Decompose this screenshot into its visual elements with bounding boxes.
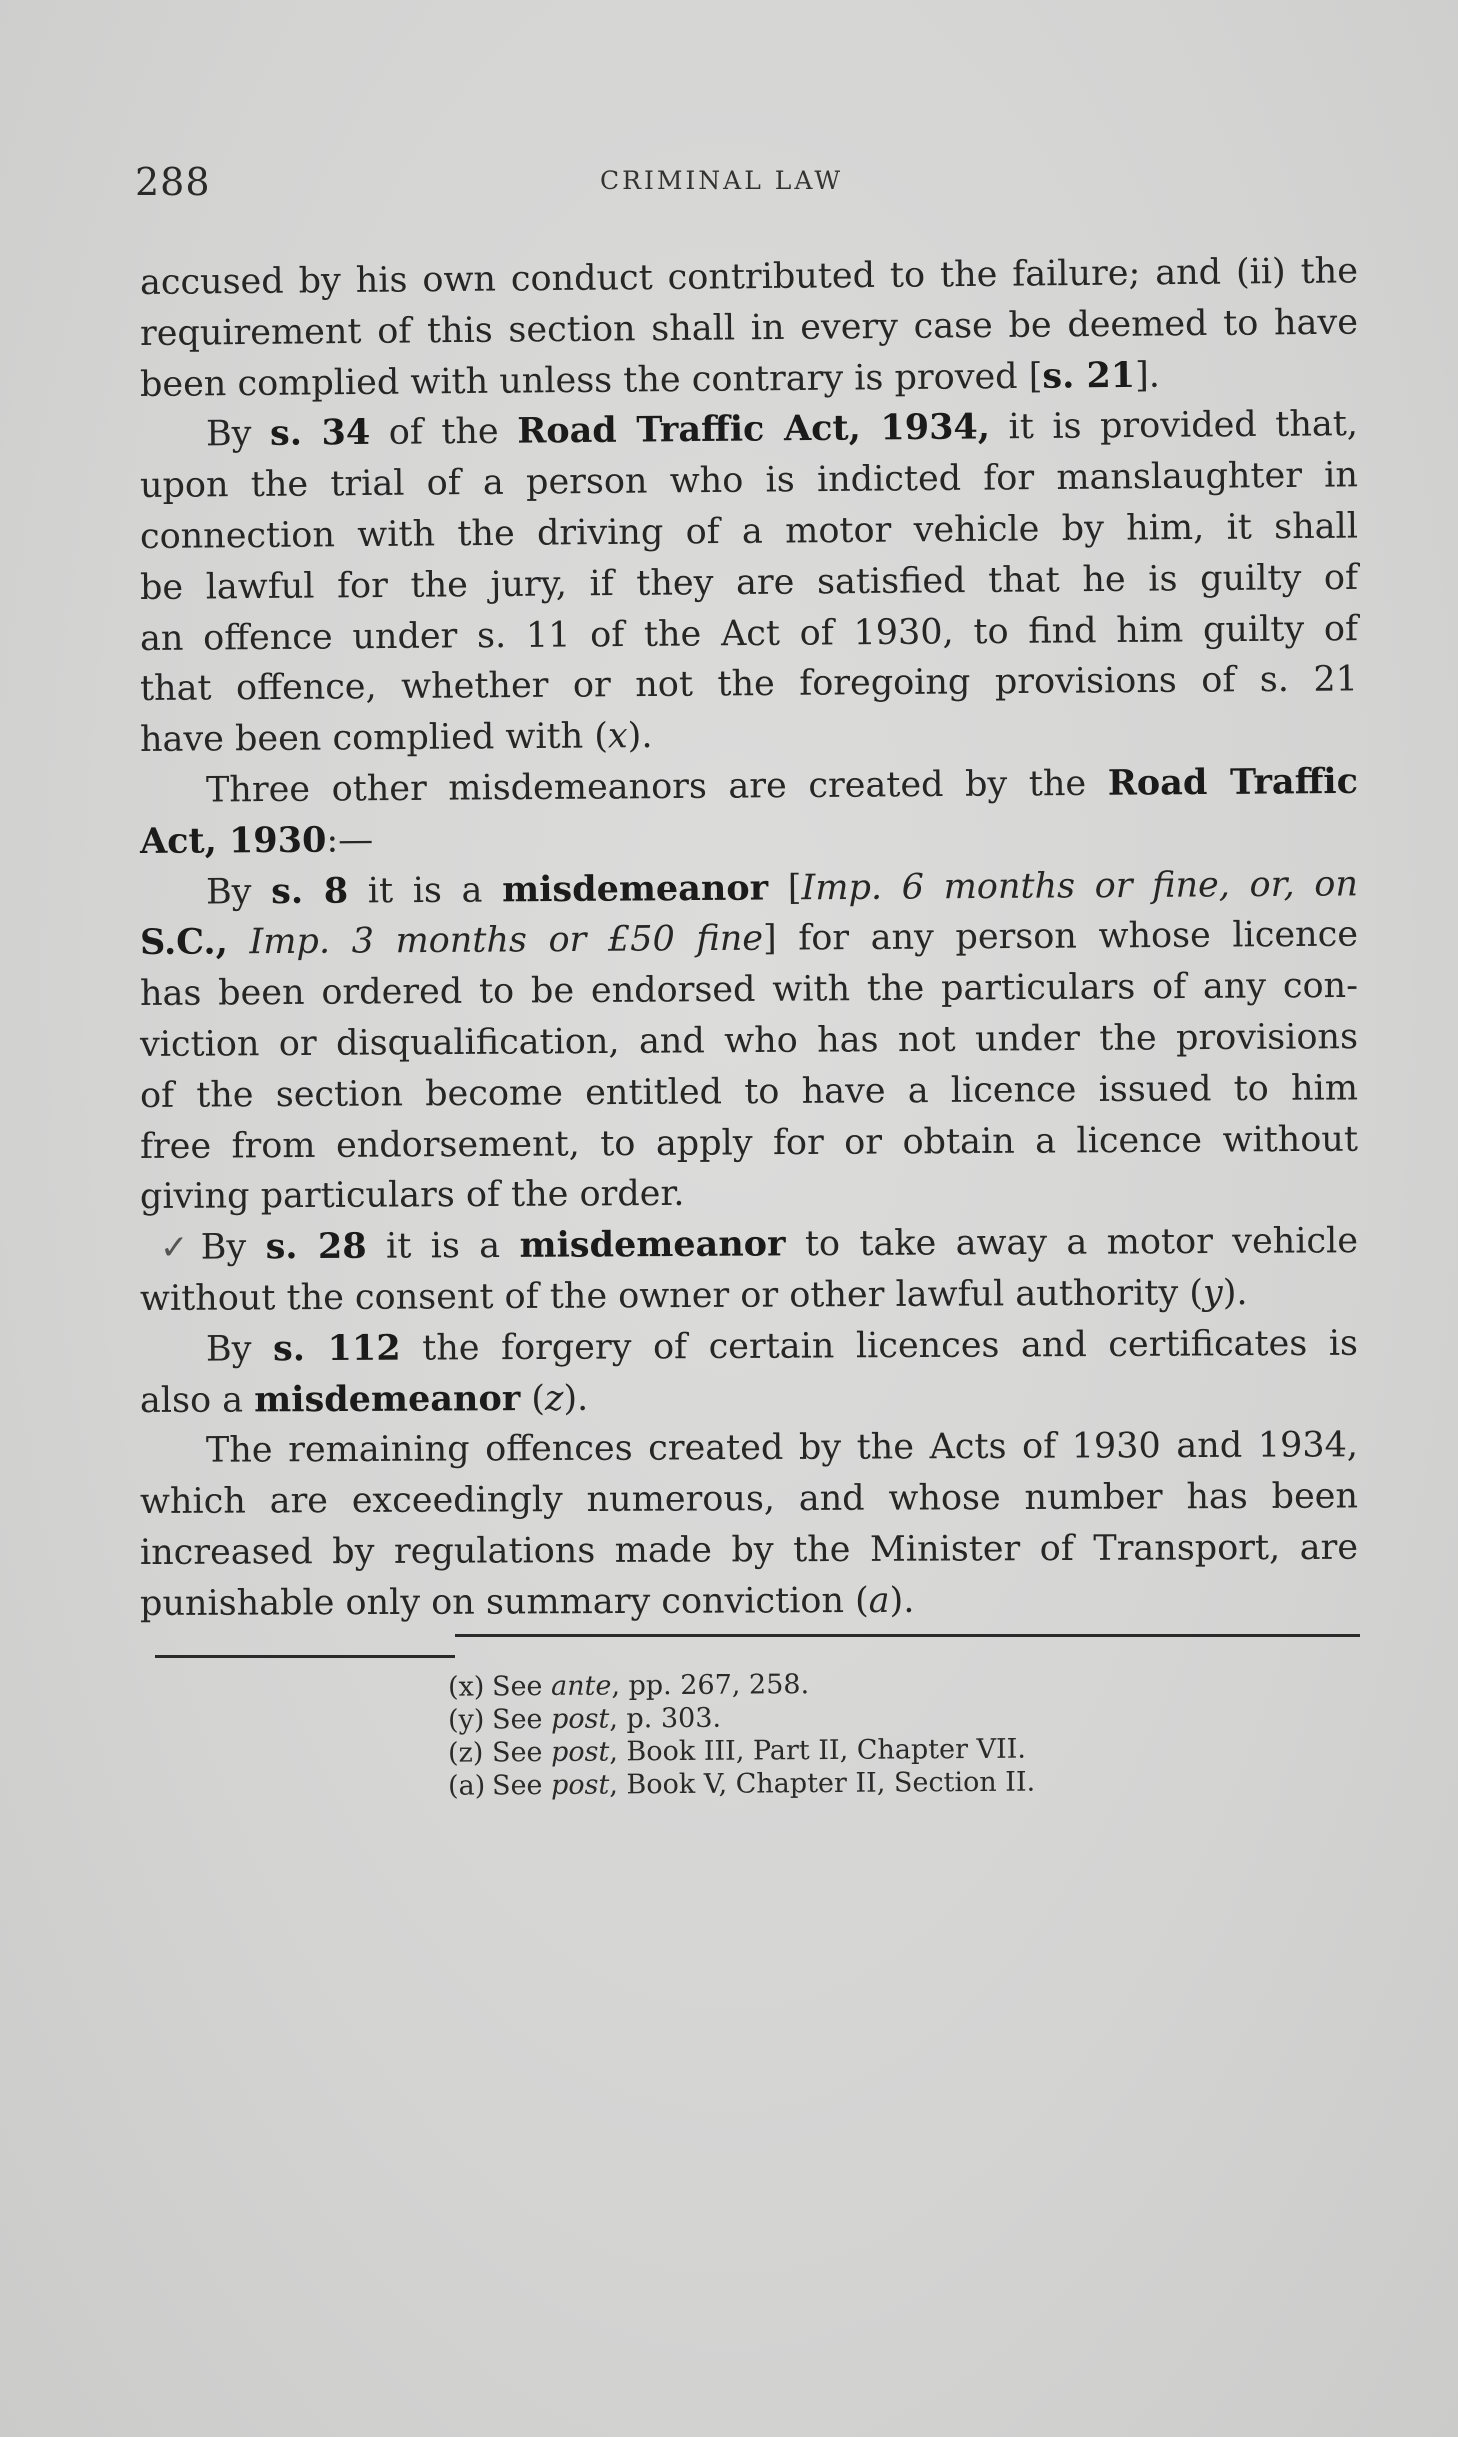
text-line [140, 1216, 1358, 1274]
text-run: have been complied with ( [139, 716, 609, 761]
running-head: CRIMINAL LAW [600, 166, 844, 195]
bold-text: misdemeanor [519, 1223, 786, 1267]
text-run: :— [326, 820, 374, 861]
text-run: , p. 303. [609, 1702, 722, 1735]
text-line [140, 1165, 1358, 1223]
text-run: , pp. 267, 258. [611, 1669, 810, 1702]
italic-text: ante [550, 1670, 612, 1702]
check-mark-icon: ✓ [159, 1227, 197, 1269]
text-line [140, 859, 1358, 918]
text-run: it is a [348, 869, 503, 912]
footnote [448, 1698, 1208, 1736]
bold-text: misdemeanor [501, 867, 769, 910]
text-run: been complied with unless the contrary is proved [ [139, 356, 1043, 405]
text-run: ). [563, 1378, 589, 1419]
text-line [140, 757, 1358, 817]
text-run: accused by his own conduct contributed to the failure; and (ii) the [139, 251, 1359, 303]
text-line [140, 808, 1358, 868]
text-run: that offence, whether or not the foregoing provisions of s. 21 [139, 659, 1359, 710]
bold-text: misdemeanor [254, 1377, 521, 1420]
footnote-mark: (x) [447, 1671, 485, 1703]
page-number: 288 [135, 160, 211, 204]
text-line [140, 553, 1358, 614]
text-line [140, 1063, 1358, 1121]
text-run: ( [520, 1378, 546, 1419]
text-run: Three other misdemeanors are created by the [205, 763, 1108, 811]
text-run: viction or disqualification, and who has not under the provisions [139, 1017, 1359, 1065]
text-run: ). [1222, 1272, 1248, 1314]
text-line [140, 1012, 1358, 1071]
text-run: of the section become entitled to have a licence issued to him [139, 1068, 1359, 1116]
footnotes [448, 1668, 1208, 1800]
bold-text: Act, 1930 [139, 819, 327, 862]
text-run: The remaining offences created by the Acts of 1930 and 1934, [205, 1425, 1359, 1472]
text-line [140, 910, 1358, 969]
footnote-mark: (a) [447, 1770, 486, 1802]
text-run: of the [370, 412, 518, 454]
text-run: By [200, 1227, 266, 1268]
text-run: upon the trial of a person who is indicted for manslaughter in [139, 455, 1359, 507]
footnote [448, 1764, 1208, 1802]
text-run: has been ordered to be endorsed with the particulars of any con- [139, 966, 1359, 1015]
italic-text: y [1202, 1273, 1223, 1314]
text-run: the forgery of certain licences and certificates is [400, 1323, 1359, 1369]
bold-text: Road Traffic Act, 1934, [517, 406, 991, 453]
italic-text: Imp. 3 months or £50 fine [249, 919, 764, 963]
text-run: ). [889, 1580, 915, 1621]
text-run [228, 923, 250, 963]
footnote [448, 1665, 1208, 1703]
text-run: See [491, 1670, 552, 1703]
bold-text: S.C., [139, 921, 228, 964]
text-line [140, 961, 1358, 1020]
text-run: By [205, 1329, 274, 1370]
text-run: By [205, 871, 272, 913]
text-run: By [205, 414, 271, 455]
text-run: See [491, 1769, 552, 1802]
italic-text: z [544, 1378, 564, 1419]
text-run: [ [767, 867, 802, 909]
bold-text: s. 28 [265, 1225, 367, 1268]
italic-text: post [550, 1703, 610, 1735]
footnote-mark: (y) [447, 1704, 485, 1736]
text-run: without the consent of the owner or other lawful authority ( [139, 1273, 1204, 1319]
footnote-rule [455, 1634, 1360, 1637]
bold-text: s. 21 [1042, 354, 1136, 397]
footnote-mark: (z) [447, 1737, 484, 1769]
bold-text: s. 34 [269, 412, 371, 455]
text-line [140, 706, 1358, 766]
text-run: it is a [366, 1226, 520, 1267]
text-run: free from endorsement, to apply for or obtain a licence without [139, 1119, 1359, 1167]
text-run: also a [139, 1379, 255, 1421]
text-run: which are exceedingly numerous, and whose number has been [139, 1476, 1359, 1523]
bold-text: s. 112 [272, 1327, 401, 1370]
text-run: requirement of this section shall in every case be deemed to have [139, 302, 1359, 354]
text-run: ] for any person whose licence [762, 914, 1359, 960]
text-line [140, 1267, 1358, 1324]
italic-text: post [550, 1736, 610, 1768]
footnote [448, 1731, 1208, 1769]
text-run: punishable only on summary conviction ( [139, 1580, 869, 1624]
bold-text: s. 8 [271, 870, 349, 912]
text-line [140, 1318, 1358, 1375]
text-run: See [491, 1703, 552, 1736]
text-run: ]. [1134, 355, 1161, 396]
italic-text: Imp. 6 months or fine, or, on [801, 863, 1359, 908]
text-run: be lawful for the jury, if they are satisfied that he is guilty of [139, 557, 1359, 608]
text-run: giving particulars of the order. [139, 1174, 685, 1218]
text-line [140, 1114, 1358, 1172]
text-run: it is provided that, [989, 404, 1359, 448]
text-line [140, 1369, 1358, 1426]
italic-text: x [607, 716, 628, 757]
text-run: ). [627, 716, 653, 757]
text-line [140, 1523, 1358, 1579]
text-line [140, 1574, 1358, 1630]
italic-text: a [868, 1580, 890, 1621]
text-run: connection with the driving of a motor vehicle by him, it shall [139, 506, 1359, 557]
body-text [139, 251, 1359, 1630]
text-line [140, 1472, 1358, 1528]
text-run: an offence under s. 11 of the Act of 1930, to find him guilty of [139, 608, 1359, 659]
text-run: See [491, 1736, 552, 1769]
text-run: increased by regulations made by the Minister of Transport, are [139, 1527, 1359, 1573]
italic-text: post [550, 1769, 610, 1801]
text-run: , Book V, Chapter II, Section II. [609, 1766, 1036, 1801]
text-run: to take away a motor vehicle [785, 1221, 1359, 1265]
text-run: , Book III, Part II, Chapter VII. [609, 1733, 1027, 1768]
text-line [140, 1421, 1358, 1478]
footnote-rule [155, 1655, 455, 1658]
bold-text: Road Traffic [1107, 760, 1359, 804]
